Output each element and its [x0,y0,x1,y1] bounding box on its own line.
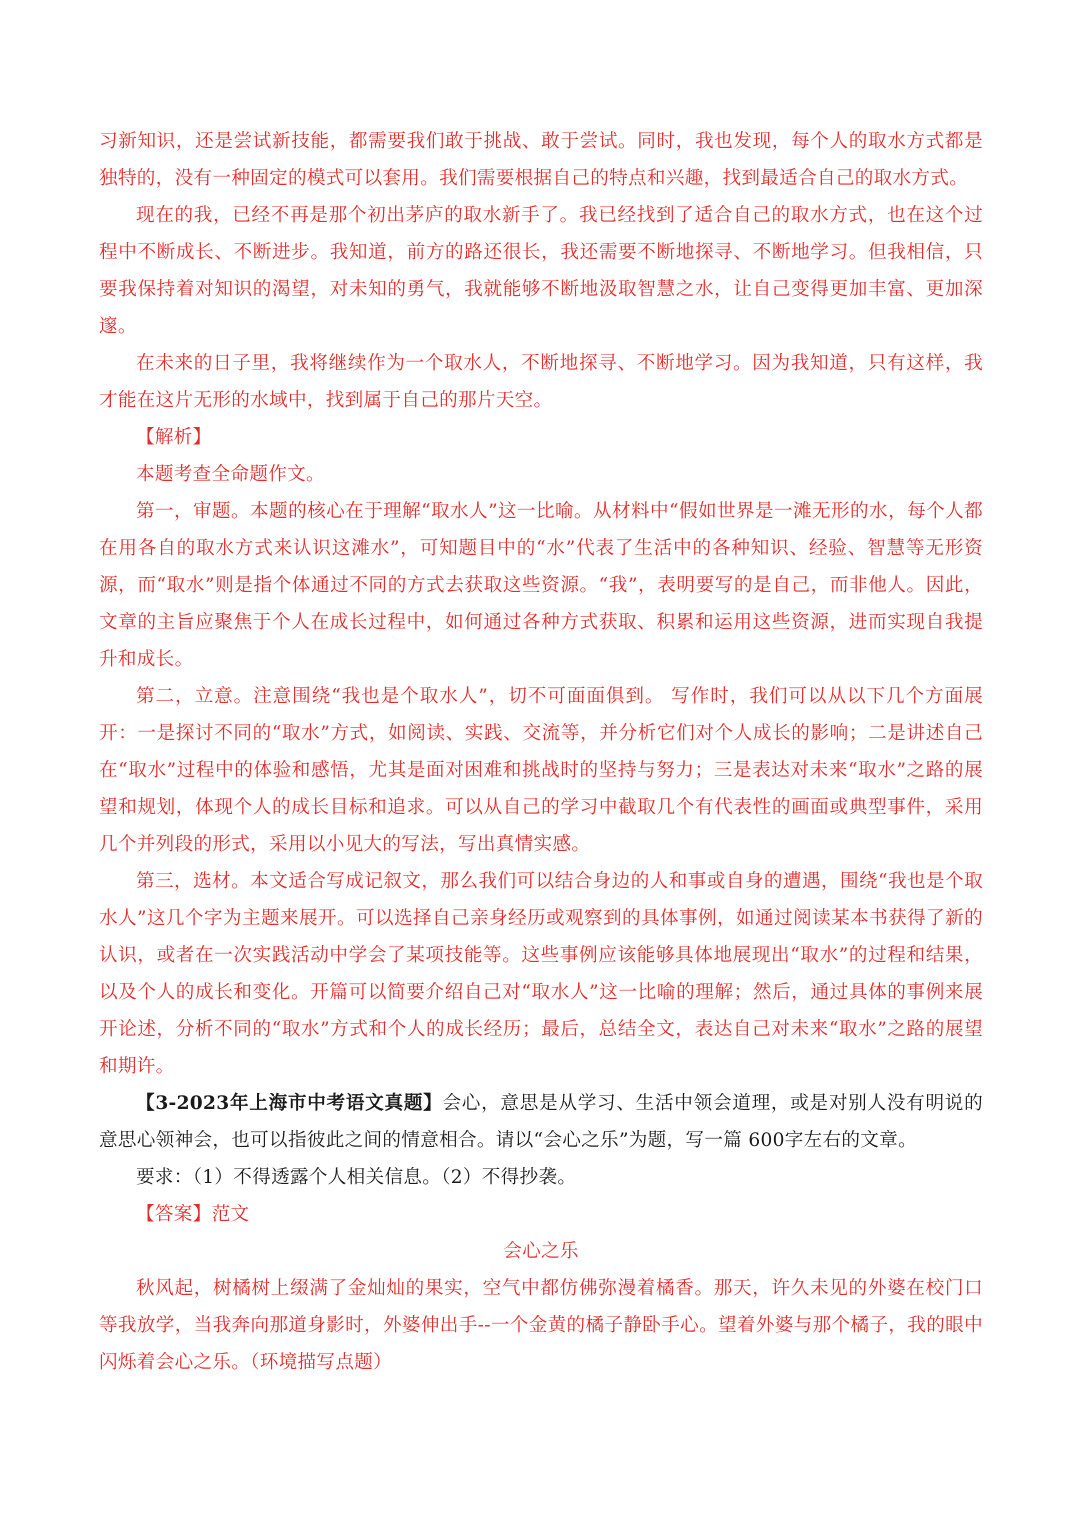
answer-paragraph-future: 在未来的日子里，我将继续作为一个取水人，不断地探寻、不断地学习。因为我知道，只有这样，我才能在这片无形的水域中，找到属于自己的那片天空。 [99,353,983,411]
question-3 [99,1085,983,1159]
analysis-third-point: 第三，选材。本文适合写成记叙文，那么我们可以结合身边的人和事或自身的遭遇，围绕“我也是个取水人”这几个字为主题来展开。可以选择自己亲身经历或观察到的具体事例，如通过阅读某本书获得了新的认识，或者在一次实践活动中学会了某项技能等。这些事例应该能够具体地展现出“取水”的过程和结果，以及个人的成长和变化。开篇可以简要介绍自己对“取水人”这一比喻的理解；然后，通过具体的事例来展开论述，分析不同的“取水”方式和个人的成长经历；最后，总结全文，表达自己对未来“取水”之路的展望和期许。 [99,871,983,1077]
answer-paragraph-continued: 习新知识，还是尝试新技能，都需要我们敢于挑战、敢于尝试。同时，我也发现，每个人的取水方式都是独特的，没有一种固定的模式可以套用。我们需要根据自己的特点和兴趣，找到最适合自己的取水方式。 [99,131,983,189]
analysis-second-point: 第二，立意。注意围绕“我也是个取水人”，切不可面面俱到。 写作时，我们可以从以下几个方面展开：一是探讨不同的“取水”方式，如阅读、实践、交流等，并分析它们对个人成长的影响；二是讲述自己在“取水”过程中的体验和感悟，尤其是面对困难和挑战时的坚持与努力；三是表达对未来“取水”之路的展望和规划，体现个人的成长目标和追求。可以从自己的学习中截取几个有代表性的画面或典型事件，采用几个并列段的形式，采用以小见大的写法，写出真情实感。 [99,686,983,855]
answer-paragraph-now: 现在的我，已经不再是那个初出茅庐的取水新手了。我已经找到了适合自己的取水方式，也在这个过程中不断成长、不断进步。我知道，前方的路还很长，我还需要不断地探寻、不断地学习。但我相信，只要我保持着对知识的渴望，对未知的勇气，我就能够不断地汲取智慧之水，让自己变得更加丰富、更加深邃。 [99,205,983,337]
essay-title: 会心之乐 [503,1241,579,1262]
analysis-intro: 本题考查全命题作文。 [136,464,325,485]
analysis-first-point: 第一，审题。本题的核心在于理解“取水人”这一比喻。从材料中“假如世界是一滩无形的水，每个人都在用各自的取水方式来认识这滩水”，可知题目中的“水”代表了生活中的各种知识、经验、智慧等无形资源，而“取水”则是指个体通过不同的方式去获取这些资源。“我”，表明要写的是自己，而非他人。因此，文章的主旨应聚焦于个人在成长过程中，如何通过各种方式获取、积累和运用这些资源，进而实现自我提升和成长。 [99,501,983,670]
document-page [99,123,983,1381]
question-3-requirements: 要求：（1）不得透露个人相关信息。（2）不得抄袭。 [136,1167,577,1188]
essay-paragraph-1: 秋风起，树橘树上缀满了金灿灿的果实，空气中都仿佛弥漫着橘香。那天，许久未见的外婆在校门口等我放学，当我奔向那道身影时，外婆伸出手--一个金黄的橘子静卧手心。望着外婆与那个橘子，我的眼中闪烁着会心之乐。（环境描写点题） [99,1278,983,1373]
question-3-text: 会心，意思是从学习、生活中领会道理，或是对别人没有明说的意思心领神会，也可以指彼此之间的情意相合。请以“会心之乐”为题，写一篇 600字左右的文章。 [99,1093,983,1151]
answer-3-label: 【答案】范文 [136,1204,250,1225]
question-3-label: 【3-2023年上海市中考语文真题】 [136,1093,443,1114]
analysis-heading: 【解析】 [136,427,212,448]
